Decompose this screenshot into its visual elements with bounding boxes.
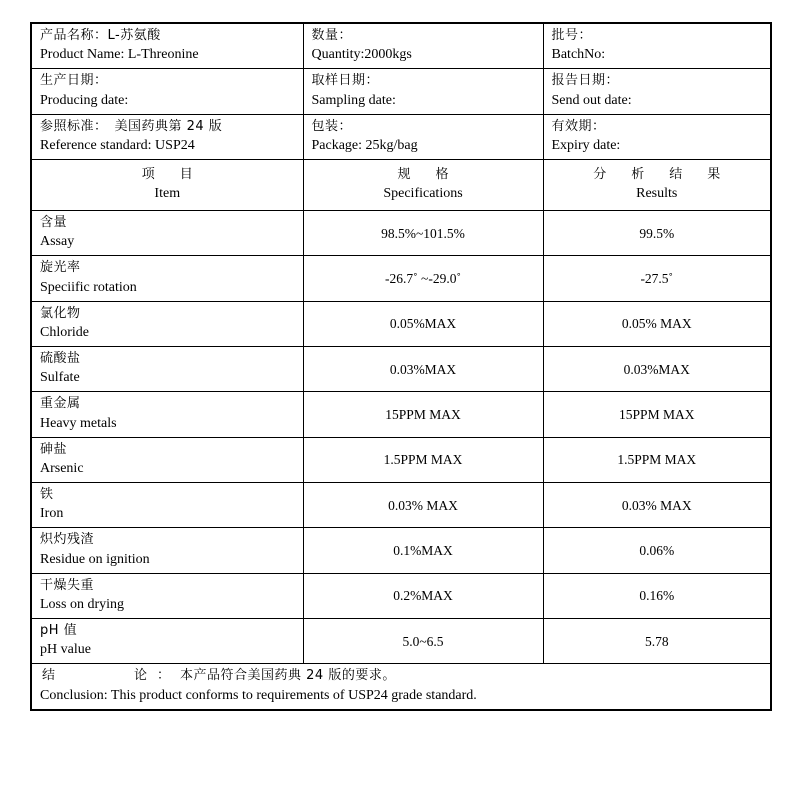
item-chinese: pH 值 xyxy=(40,622,78,638)
meta-cell-english: Sampling date: xyxy=(311,92,396,108)
table-row xyxy=(31,437,771,482)
meta-cell-chinese: 包装： xyxy=(311,118,353,134)
row-result: 0.16% xyxy=(543,573,771,618)
meta-cell-product-name xyxy=(31,23,303,69)
conclusion-cell xyxy=(31,664,771,710)
row-specification: 0.03% MAX xyxy=(303,482,543,527)
item-english: Heavy metals xyxy=(40,415,117,431)
row-specification: 0.03%MAX xyxy=(303,346,543,391)
meta-cell-chinese: 生产日期： xyxy=(40,73,108,89)
row-item-name xyxy=(31,256,303,301)
meta-cell-english: Expiry date: xyxy=(551,138,621,154)
column-header-english: Results xyxy=(636,186,678,202)
table-row xyxy=(31,256,771,301)
column-header-specifications xyxy=(303,159,543,210)
meta-cell-english: Quantity:2000kgs xyxy=(311,47,412,63)
conclusion-chinese xyxy=(40,667,762,685)
meta-cell-reference-standard xyxy=(31,114,303,159)
table-row xyxy=(31,346,771,391)
column-header-chinese: 项 目 xyxy=(141,166,199,182)
row-result: 0.05% MAX xyxy=(543,301,771,346)
item-english: pH value xyxy=(40,642,91,658)
meta-cell-batch-no xyxy=(543,23,771,69)
meta-cell-expiry-date xyxy=(543,114,771,159)
meta-cell-english: Send out date: xyxy=(551,92,632,108)
conclusion-english: Conclusion: This product conforms to requirements of USP24 grade standard. xyxy=(40,687,477,703)
meta-cell-package xyxy=(303,114,543,159)
table-header-row xyxy=(31,159,771,210)
item-chinese: 氯化物 xyxy=(40,305,81,321)
column-header-english: Item xyxy=(154,186,181,202)
meta-cell-english: Package: 25kg/bag xyxy=(311,138,418,154)
coa-table xyxy=(30,22,772,711)
row-specification: 15PPM MAX xyxy=(303,392,543,437)
item-chinese: 干燥失重 xyxy=(40,577,95,593)
row-specification: 0.2%MAX xyxy=(303,573,543,618)
row-result: 0.06% xyxy=(543,528,771,573)
item-chinese: 炽灼残渣 xyxy=(40,532,95,548)
meta-cell-english: Producing date: xyxy=(40,92,129,108)
meta-cell-sampling-date xyxy=(303,69,543,114)
item-english: Arsenic xyxy=(40,461,84,477)
item-chinese: 重金属 xyxy=(40,396,81,412)
item-english: Sulfate xyxy=(40,370,80,386)
meta-cell-chinese: 有效期： xyxy=(551,118,606,134)
column-header-chinese: 分 析 结 果 xyxy=(593,166,727,182)
meta-cell-chinese: 报告日期： xyxy=(551,73,620,89)
row-specification: -26.7˚ ~-29.0˚ xyxy=(303,256,543,301)
row-item-name xyxy=(31,210,303,255)
meta-cell-quantity xyxy=(303,23,543,69)
table-row xyxy=(31,528,771,573)
meta-cell-english: BatchNo: xyxy=(551,47,606,63)
conclusion-chinese-label: 结 论： xyxy=(42,668,181,684)
column-header-english: Specifications xyxy=(383,186,463,202)
table-row xyxy=(31,210,771,255)
item-chinese: 砷盐 xyxy=(40,441,68,457)
row-item-name xyxy=(31,618,303,663)
row-item-name xyxy=(31,392,303,437)
row-item-name xyxy=(31,301,303,346)
row-result: 99.5% xyxy=(543,210,771,255)
item-english: Residue on ignition xyxy=(40,551,150,567)
conclusion-chinese-text: 本产品符合美国药典 24 版的要求。 xyxy=(180,668,396,684)
meta-cell-english: Product Name: L-Threonine xyxy=(40,47,199,63)
row-specification: 98.5%~101.5% xyxy=(303,210,543,255)
meta-cell-english: Reference standard: USP24 xyxy=(40,138,195,154)
row-specification: 0.1%MAX xyxy=(303,528,543,573)
item-english: Assay xyxy=(40,234,75,250)
column-header-item xyxy=(31,159,303,210)
item-english: Iron xyxy=(40,506,64,522)
table-row xyxy=(31,618,771,663)
row-result: 15PPM MAX xyxy=(543,392,771,437)
meta-cell-producing-date xyxy=(31,69,303,114)
meta-cell-chinese: 参照标准： 美国药典第 24 版 xyxy=(40,118,223,134)
conclusion-row xyxy=(31,664,771,710)
meta-cell-chinese: 产品名称：L-苏氨酸 xyxy=(40,28,161,43)
meta-cell-chinese: 批号： xyxy=(551,28,593,43)
table-row xyxy=(31,23,771,69)
column-header-results xyxy=(543,159,771,210)
item-chinese: 铁 xyxy=(40,486,54,502)
table-row xyxy=(31,573,771,618)
item-english: Speciific rotation xyxy=(40,279,137,295)
table-row xyxy=(31,114,771,159)
table-row xyxy=(31,392,771,437)
row-specification: 1.5PPM MAX xyxy=(303,437,543,482)
item-english: Chloride xyxy=(40,325,89,341)
row-result: -27.5˚ xyxy=(543,256,771,301)
meta-cell-chinese: 取样日期： xyxy=(311,73,380,89)
item-chinese: 含量 xyxy=(40,214,68,230)
row-item-name xyxy=(31,528,303,573)
meta-cell-chinese: 数量： xyxy=(311,28,353,43)
row-item-name xyxy=(31,573,303,618)
table-row xyxy=(31,482,771,527)
row-item-name xyxy=(31,346,303,391)
row-result: 5.78 xyxy=(543,618,771,663)
table-row xyxy=(31,301,771,346)
item-english: Loss on drying xyxy=(40,597,124,613)
row-result: 0.03% MAX xyxy=(543,482,771,527)
row-result: 0.03%MAX xyxy=(543,346,771,391)
row-item-name xyxy=(31,482,303,527)
table-row xyxy=(31,69,771,114)
row-specification: 5.0~6.5 xyxy=(303,618,543,663)
row-specification: 0.05%MAX xyxy=(303,301,543,346)
column-header-chinese: 规 格 xyxy=(397,166,455,182)
row-result: 1.5PPM MAX xyxy=(543,437,771,482)
row-item-name xyxy=(31,437,303,482)
meta-cell-send-out-date xyxy=(543,69,771,114)
item-chinese: 旋光率 xyxy=(40,260,81,276)
item-chinese: 硫酸盐 xyxy=(40,350,81,366)
